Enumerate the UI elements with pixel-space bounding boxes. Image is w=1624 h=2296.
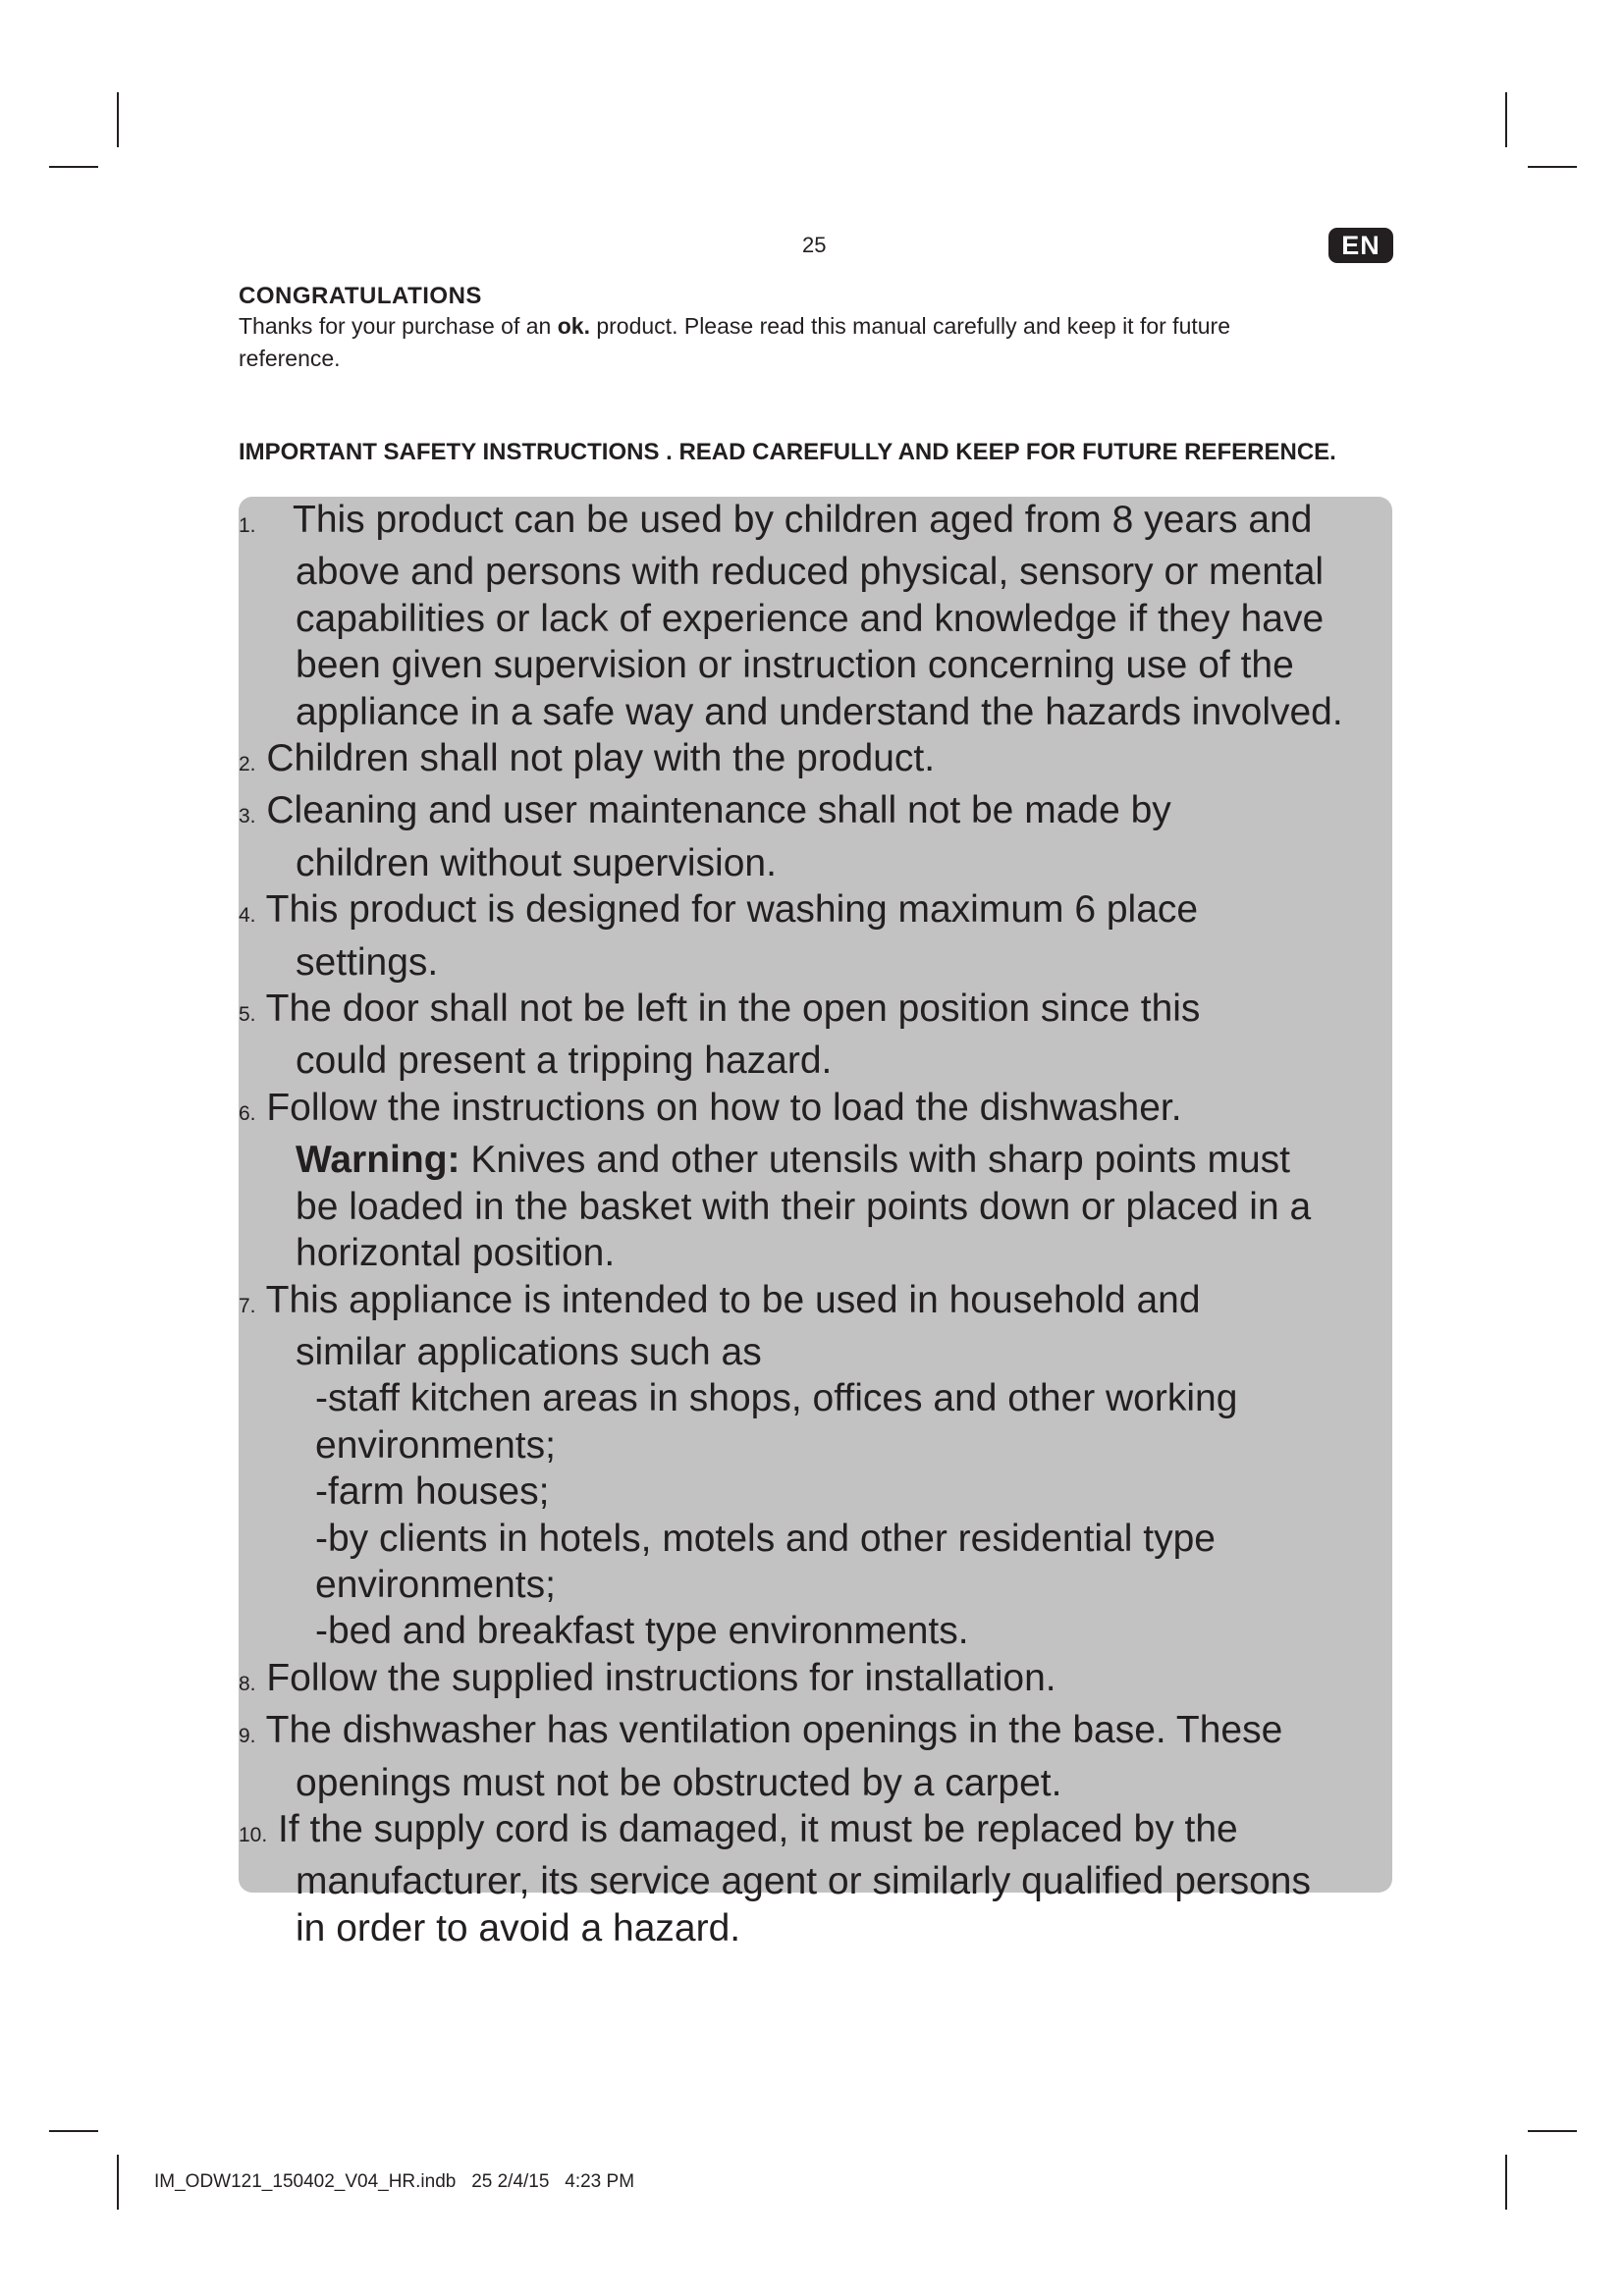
item-text: The dishwasher has ventilation openings in the base. These (265, 1709, 1283, 1752)
sub-item-text: -staff kitchen areas in shops, offices and other working (315, 1377, 1238, 1420)
list-item (239, 1806, 1397, 1858)
list-item (239, 1707, 1397, 1759)
intro-paragraph (239, 310, 1348, 375)
item-text: children without supervision. (296, 841, 777, 884)
warning-label: Warning: (296, 1139, 460, 1182)
item-text: The door shall not be left in the open position since this (265, 988, 1201, 1031)
list-item (239, 1277, 1397, 1329)
crop-mark (117, 92, 119, 147)
sub-item-text: -by clients in hotels, motels and other residential type (315, 1517, 1216, 1560)
brand-name: ok. (557, 313, 590, 339)
crop-mark (49, 166, 98, 168)
item-number: 4. (239, 904, 256, 928)
list-item (239, 735, 1397, 787)
crop-mark (49, 2130, 98, 2132)
crop-mark (117, 2155, 119, 2210)
item-number: 8. (239, 1672, 256, 1695)
item-number: 6. (239, 1101, 256, 1125)
warning-line (239, 1137, 1397, 1183)
intro-text: product. Please read this manual carefully and keep it for future (589, 313, 1230, 339)
item-text: Knives and other utensils with sharp points must (460, 1139, 1290, 1182)
item-text: manufacturer, its service agent or similarly qualified persons (296, 1860, 1311, 1903)
item-text: capabilities or lack of experience and knowledge if they have (296, 597, 1325, 640)
item-text: openings must not be obstructed by a carpet. (296, 1761, 1062, 1804)
crop-mark (1505, 92, 1507, 147)
item-text: Follow the instructions on how to load the dishwasher. (266, 1086, 1182, 1129)
item-number: 2. (239, 753, 256, 776)
crop-mark (1505, 2155, 1507, 2210)
crop-mark (1528, 2130, 1577, 2132)
item-text: If the supply cord is damaged, it must be replaced by the (278, 1807, 1238, 1850)
sub-item-text: environments; (315, 1423, 556, 1467)
item-text: in order to avoid a hazard. (296, 1906, 741, 1949)
item-number: 7. (239, 1294, 256, 1317)
safety-heading: IMPORTANT SAFETY INSTRUCTIONS . READ CAREFULLY AND KEEP FOR FUTURE REFERENCE. (239, 439, 1336, 465)
congratulations-title: CONGRATULATIONS (239, 283, 482, 309)
item-text: above and persons with reduced physical, sensory or mental (296, 551, 1325, 594)
item-number: 9. (239, 1725, 256, 1748)
sub-item-text: environments; (315, 1563, 556, 1606)
list-item (239, 986, 1397, 1038)
item-text: This product can be used by children aged from 8 years and (293, 499, 1313, 541)
intro-text: reference. (239, 346, 341, 371)
item-text: Children shall not play with the product. (266, 737, 936, 780)
item-number: 5. (239, 1003, 256, 1027)
item-text: similar applications such as (296, 1330, 762, 1373)
item-text: been given supervision or instruction concerning use of the (296, 644, 1294, 687)
item-number: 1. (239, 514, 256, 537)
item-text: This product is designed for washing maximum 6 place (265, 888, 1199, 932)
crop-mark (1528, 166, 1577, 168)
item-text: appliance in a safe way and understand the hazards involved. (296, 690, 1343, 733)
list-item (239, 497, 1397, 549)
item-number: 10. (239, 1823, 268, 1846)
sub-item-text: -bed and breakfast type environments. (315, 1610, 969, 1653)
item-text: could present a tripping hazard. (296, 1040, 833, 1083)
item-text: horizontal position. (296, 1232, 616, 1275)
print-slug: IM_ODW121_150402_V04_HR.indb 25 2/4/15 4:23 PM (154, 2171, 635, 2192)
item-text: Follow the supplied instructions for installation. (266, 1656, 1056, 1699)
item-text: This appliance is intended to be used in household and (265, 1278, 1201, 1321)
intro-text: Thanks for your purchase of an (239, 313, 558, 339)
item-text: Cleaning and user maintenance shall not be made by (266, 789, 1171, 832)
language-badge: EN (1328, 228, 1393, 263)
item-number: 3. (239, 805, 256, 828)
safety-instructions-list (239, 497, 1397, 1951)
page-number: 25 (802, 233, 827, 257)
list-item (239, 886, 1397, 938)
item-text: be loaded in the basket with their points down or placed in a (296, 1185, 1312, 1228)
list-item (239, 787, 1397, 839)
item-text: settings. (296, 940, 439, 984)
list-item (239, 1655, 1397, 1707)
list-item (239, 1085, 1397, 1137)
sub-item-text: -farm houses; (315, 1470, 550, 1514)
